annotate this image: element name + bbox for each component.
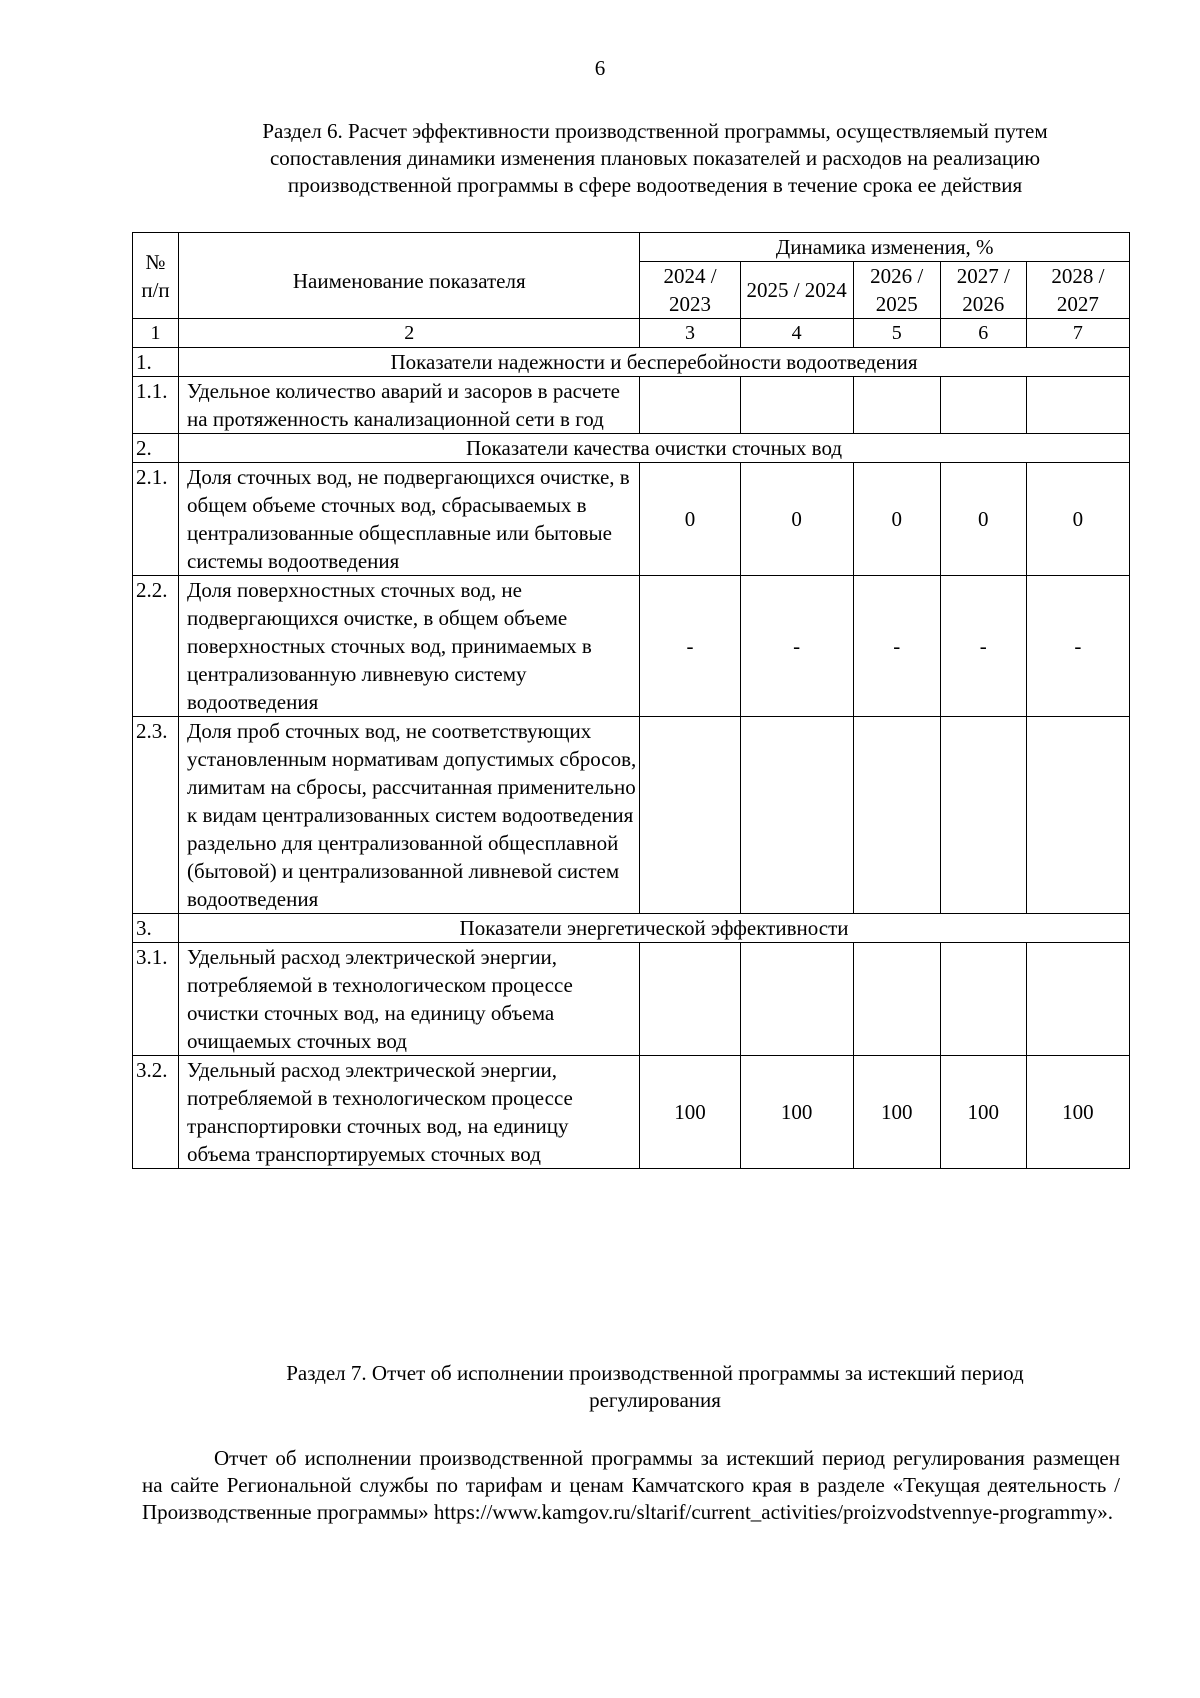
item-value — [1026, 943, 1129, 1056]
column-number: 6 — [940, 319, 1026, 348]
section-row — [133, 434, 1130, 463]
item-value — [1026, 717, 1129, 914]
item-value — [853, 943, 940, 1056]
header-dynamics: Динамика изменения, % — [640, 233, 1130, 262]
item-number: 1.1. — [133, 377, 179, 434]
section-title: Показатели энергетической эффективности — [179, 914, 1130, 943]
section-7-heading: Раздел 7. Отчет об исполнении производственной программы за истекший период регулирования — [286, 1361, 1024, 1412]
header-year: 2025 / 2024 — [740, 262, 853, 319]
item-name: Удельный расход электрической энергии, потребляемой в технологическом процессе очистки сточных вод, на единицу объема очищаемых сточных вод — [179, 943, 640, 1056]
column-number-row — [133, 319, 1130, 348]
item-value: 100 — [1026, 1056, 1129, 1169]
item-value: - — [740, 576, 853, 717]
table-row — [133, 1056, 1130, 1169]
item-value — [640, 943, 740, 1056]
section-row — [133, 914, 1130, 943]
item-value: 0 — [1026, 463, 1129, 576]
item-value — [940, 717, 1026, 914]
section-number: 1. — [133, 348, 179, 377]
section-title: Показатели качества очистки сточных вод — [179, 434, 1130, 463]
item-number: 2.3. — [133, 717, 179, 914]
table-row — [133, 943, 1130, 1056]
header-year: 2028 / 2027 — [1026, 262, 1129, 319]
header-year: 2027 / 2026 — [940, 262, 1026, 319]
item-value — [1026, 377, 1129, 434]
column-number: 4 — [740, 319, 853, 348]
item-value — [740, 943, 853, 1056]
header-year: 2026 / 2025 — [853, 262, 940, 319]
table-row — [133, 576, 1130, 717]
item-number: 3.1. — [133, 943, 179, 1056]
item-value: 100 — [853, 1056, 940, 1169]
item-value — [740, 717, 853, 914]
header-num: № п/п — [133, 233, 179, 319]
table-row — [133, 377, 1130, 434]
item-name: Доля поверхностных сточных вод, не подвергающихся очистке, в общем объеме поверхностных сточных вод, принимаемых в централизованную ливневую систему водоотведения — [179, 576, 640, 717]
item-name: Удельный расход электрической энергии, потребляемой в технологическом процессе транспортировки сточных вод, на единицу объема транспортируемых сточных вод — [179, 1056, 640, 1169]
item-value: 100 — [740, 1056, 853, 1169]
column-number: 5 — [853, 319, 940, 348]
section-number: 2. — [133, 434, 179, 463]
item-value: 0 — [940, 463, 1026, 576]
column-number: 1 — [133, 319, 179, 348]
item-value — [853, 717, 940, 914]
header-indicator-name: Наименование показателя — [179, 233, 640, 319]
item-value — [740, 377, 853, 434]
item-value: - — [853, 576, 940, 717]
column-number: 2 — [179, 319, 640, 348]
item-value: 100 — [940, 1056, 1026, 1169]
item-value — [940, 943, 1026, 1056]
item-value: - — [940, 576, 1026, 717]
item-value — [640, 377, 740, 434]
page-number: 6 — [594, 56, 606, 80]
header-year: 2024 / 2023 — [640, 262, 740, 319]
section-6-heading: Раздел 6. Расчет эффективности производственной программы, осуществляемый путем сопоставления динамики изменения плановых показателей и расходов на реализацию производственной программы в сфере водоотведения в течение срока ее действия — [262, 119, 1048, 197]
section-number: 3. — [133, 914, 179, 943]
item-value: - — [640, 576, 740, 717]
item-number: 3.2. — [133, 1056, 179, 1169]
column-number: 7 — [1026, 319, 1129, 348]
report-paragraph: Отчет об исполнении производственной программы за истекший период регулирования размещен на сайте Региональной службы по тарифам и ценам Камчатского края в разделе «Текущая деятельность / Производственные программы» https://www.kamgov.ru/sltarif/current_activities/proizvodstvennye-programmy». — [142, 1446, 1120, 1524]
item-value — [640, 717, 740, 914]
item-name: Доля сточных вод, не подвергающихся очистке, в общем объеме сточных вод, сбрасываемых в централизованные общесплавные или бытовые системы водоотведения — [179, 463, 640, 576]
item-value — [853, 377, 940, 434]
item-name: Удельное количество аварий и засоров в расчете на протяженность канализационной сети в год — [179, 377, 640, 434]
item-value — [940, 377, 1026, 434]
item-value: 0 — [853, 463, 940, 576]
item-number: 2.1. — [133, 463, 179, 576]
item-value: - — [1026, 576, 1129, 717]
section-row — [133, 348, 1130, 377]
table-row — [133, 463, 1130, 576]
column-number: 3 — [640, 319, 740, 348]
item-name: Доля проб сточных вод, не соответствующих установленным нормативам допустимых сбросов, лимитам на сбросы, рассчитанная применительно к видам централизованных систем водоотведения раздельно для централизованной общесплавной (бытовой) и централизованной ливневой систем водоотведения — [179, 717, 640, 914]
table-row — [133, 717, 1130, 914]
item-value: 0 — [740, 463, 853, 576]
section-title: Показатели надежности и бесперебойности водоотведения — [179, 348, 1130, 377]
item-value: 100 — [640, 1056, 740, 1169]
item-number: 2.2. — [133, 576, 179, 717]
item-value: 0 — [640, 463, 740, 576]
efficiency-table — [132, 232, 1130, 1169]
